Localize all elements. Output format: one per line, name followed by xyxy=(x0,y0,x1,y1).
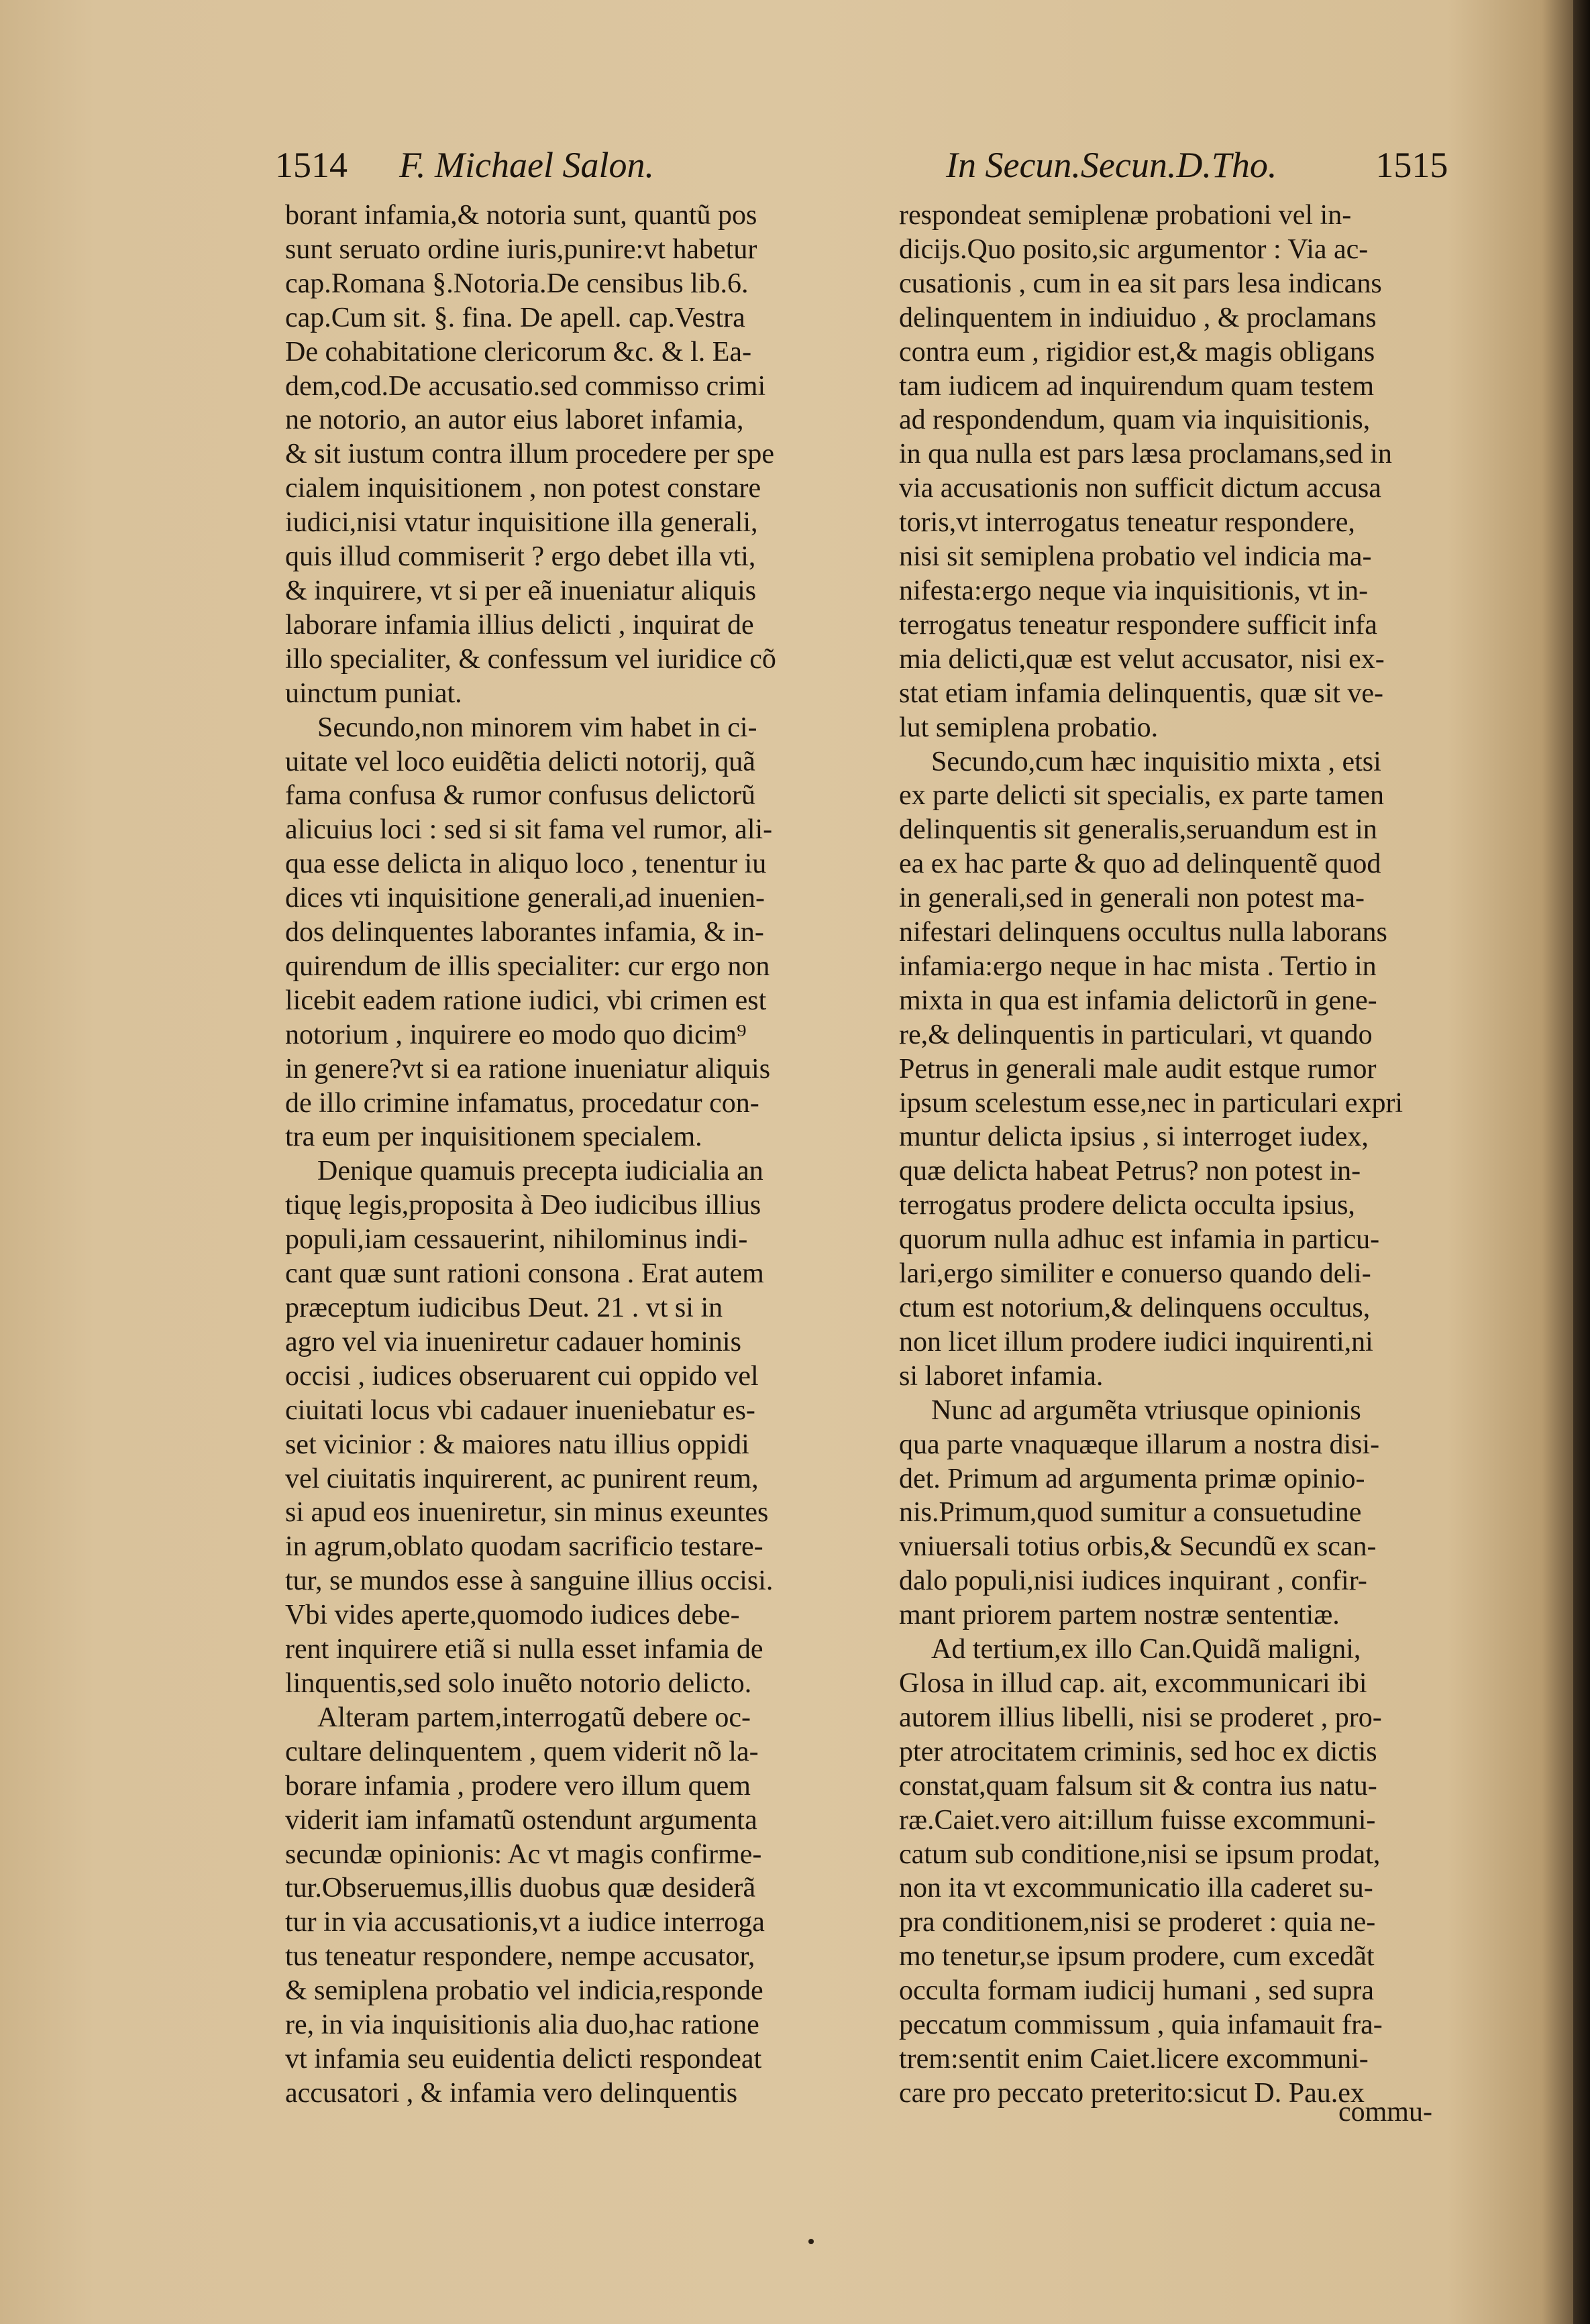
text-line: Denique quamuis precepta iudicialia an xyxy=(317,1156,763,1187)
right-running-title: In Secun.Secun.D.Tho. xyxy=(946,145,1277,185)
text-line: nifesta:ergo neque via inquisitionis, vt in- xyxy=(899,575,1369,606)
text-line: sunt seruato ordine iuris,punire:vt habetur xyxy=(285,233,757,265)
text-line: pra conditionem,nisi se proderet : quia ne- xyxy=(899,1907,1376,1938)
right-column xyxy=(899,199,1463,2111)
text-line: tra eum per inquisitionem specialem. xyxy=(285,1121,702,1153)
text-line: præceptum iudicibus Deut. 21 . vt si in xyxy=(285,1292,723,1323)
text-line: lut semiplena probatio. xyxy=(899,712,1159,743)
right-folio: 1515 xyxy=(1375,145,1448,185)
text-line: De cohabitatione clericorum &c. & l. Ea- xyxy=(285,336,752,368)
text-line: respondeat semiplenæ probationi vel in- xyxy=(899,200,1352,231)
text-line: ræ.Caiet.vero ait:illum fuisse excommuni- xyxy=(899,1804,1376,1836)
text-line: si laboret infamia. xyxy=(899,1360,1104,1392)
text-line: mixta in qua est infamia delictorũ in gene- xyxy=(899,985,1377,1016)
text-line: iudici,nisi vtatur inquisitione illa generali, xyxy=(285,507,758,539)
text-line: quirendum de illis specialiter: cur ergo non xyxy=(285,950,770,982)
text-line: qua esse delicta in aliquo loco , tenentur iu xyxy=(285,848,767,880)
text-line: tur.Obseruemus,illis duobus quæ desiderã xyxy=(285,1873,756,1904)
text-line: tur, se mundos esse à sanguine illius occisi. xyxy=(285,1565,774,1597)
text-line: viderit iam infamatũ ostendunt argumenta xyxy=(285,1804,757,1836)
text-line: ipsum scelestum esse,nec in particulari expri xyxy=(899,1087,1403,1119)
text-line: ciuitati locus vbi cadauer inueniebatur es- xyxy=(285,1394,755,1426)
text-line: cap.Cum sit. §. fina. De apell. cap.Vestra xyxy=(285,302,745,333)
text-line: quæ delicta habeat Petrus? non potest in- xyxy=(899,1156,1361,1187)
text-line: re, in via inquisitionis alia duo,hac ratione xyxy=(285,2009,759,2041)
text-line: si apud eos inueniretur, sin minus exeuntes xyxy=(285,1497,769,1529)
text-line: ex parte delicti sit specialis, ex parte tamen xyxy=(899,780,1385,812)
left-column xyxy=(285,199,845,2111)
text-line: stat etiam infamia delinquentis, quæ sit ve- xyxy=(899,677,1384,709)
text-line: delinquentis sit generalis,seruandum est in xyxy=(899,814,1377,846)
text-line: peccatum commissum , quia infamauit fra- xyxy=(899,2009,1383,2041)
text-line: tam iudicem ad inquirendum quam testem xyxy=(899,370,1374,402)
text-line: via accusationis non sufficit dictum accusa xyxy=(899,473,1381,504)
text-line: licebit eadem ratione iudici, vbi crimen est xyxy=(285,985,767,1016)
text-line: in qua nulla est pars læsa proclamans,sed in xyxy=(899,439,1392,470)
text-line: illo specialiter, & confessum vel iuridice cõ xyxy=(285,643,776,675)
text-line: & sit iustum contra illum procedere per spe xyxy=(285,439,774,470)
text-line: nifestari delinquens occultus nulla laborans xyxy=(899,917,1387,948)
text-line: mant priorem partem nostræ sententiæ. xyxy=(899,1600,1340,1631)
text-line: agro vel via inueniretur cadauer hominis xyxy=(285,1326,741,1358)
text-line: laborare infamia illius delicti , inquirat de xyxy=(285,609,754,641)
text-line: tur in via accusationis,vt a iudice interroga xyxy=(285,1907,765,1938)
text-line: quis illud commiserit ? ergo debet illa vti, xyxy=(285,541,756,573)
text-line: cialem inquisitionem , non potest constare xyxy=(285,473,761,504)
text-line: notorium , inquirere eo modo quo dicim⁹ xyxy=(285,1019,747,1050)
text-line: det. Primum ad argumenta primæ opinio- xyxy=(899,1463,1365,1494)
text-line: in genere?vt si ea ratione inueniatur aliquis xyxy=(285,1053,771,1085)
text-line: lari,ergo similiter e conuerso quando deli- xyxy=(899,1258,1371,1290)
book-spine xyxy=(1573,0,1590,2324)
text-line: Glosa in illud cap. ait, excommunicari ibi xyxy=(899,1667,1367,1699)
text-line: quorum nulla adhuc est infamia in particu- xyxy=(899,1224,1380,1256)
text-line: mo tenetur,se ipsum prodere, cum excedãt xyxy=(899,1941,1375,1973)
text-line: trem:sentit enim Caiet.licere excommuni- xyxy=(899,2043,1369,2074)
text-line: delinquentem in indiuiduo , & proclamans xyxy=(899,302,1377,333)
text-line: & semiplena probatio vel indicia,responde xyxy=(285,1975,763,2007)
text-line: uitate vel loco euidẽtia delicti notorij, quã xyxy=(285,746,755,777)
text-line: dices vti inquisitione generali,ad inuenien- xyxy=(285,883,765,914)
text-line: cultare delinquentem , quem viderit nõ la- xyxy=(285,1736,759,1767)
text-line: dos delinquentes laborantes infamia, & in- xyxy=(285,917,764,948)
text-line: muntur delicta ipsius , si interroget iudex, xyxy=(899,1121,1369,1153)
text-line: care pro peccato preterito:sicut D. Pau.ex xyxy=(899,2077,1365,2109)
text-line: borare infamia , prodere vero illum quem xyxy=(285,1770,751,1802)
text-line: autorem illius libelli, nisi se proderet , pro- xyxy=(899,1702,1382,1733)
text-line: cap.Romana §.Notoria.De censibus lib.6. xyxy=(285,268,749,299)
text-line: catum sub conditione,nisi se ipsum prodat, xyxy=(899,1838,1381,1870)
text-line: non ita vt excommunicatio illa caderet su- xyxy=(899,1873,1373,1904)
text-line: Ad tertium,ex illo Can.Quidã maligni, xyxy=(931,1634,1361,1665)
text-line: linquentis,sed solo inuẽto notorio delicto. xyxy=(285,1667,752,1699)
text-line: in agrum,oblato quodam sacrificio testare- xyxy=(285,1531,763,1563)
text-line: terrogatus teneatur respondere sufficit infa xyxy=(899,609,1377,641)
text-line: occulta formam iudicij humani , sed supra xyxy=(899,1975,1374,2007)
text-line: Secundo,non minorem vim habet in ci- xyxy=(317,712,757,743)
text-line: tiquę legis,proposita à Deo iudicibus illius xyxy=(285,1190,761,1221)
text-line: vniuersali totius orbis,& Secundũ ex scan- xyxy=(899,1531,1377,1563)
text-line: dicijs.Quo posito,sic argumentor : Via ac- xyxy=(899,233,1369,265)
text-line: vel ciuitatis inquirerent, ac punirent reum, xyxy=(285,1463,759,1494)
text-line: fama confusa & rumor confusus delictorũ xyxy=(285,780,755,812)
text-line: ctum est notorium,& delinquens occultus, xyxy=(899,1292,1371,1323)
text-line: non licet illum prodere iudici inquirenti,ni xyxy=(899,1326,1373,1358)
text-line: dem,cod.De accusatio.sed commisso crimi xyxy=(285,370,766,402)
text-line: re,& delinquentis in particulari, vt quando xyxy=(899,1019,1373,1050)
text-line: contra eum , rigidior est,& magis obligans xyxy=(899,336,1375,368)
text-line: borant infamia,& notoria sunt, quantũ pos xyxy=(285,200,757,231)
text-line: tus teneatur respondere, nempe accusator, xyxy=(285,1941,755,1973)
left-folio: 1514 xyxy=(275,145,348,185)
left-running-title: F. Michael Salon. xyxy=(399,145,654,185)
text-line: set vicinior : & maiores natu illius oppidi xyxy=(285,1429,749,1460)
text-line: alicuius loci : sed si sit fama vel rumor, ali- xyxy=(285,814,773,846)
text-line: infamia:ergo neque in hac mista . Tertio in xyxy=(899,950,1377,982)
text-line: qua parte vnaquæque illarum a nostra disi- xyxy=(899,1429,1380,1460)
text-line: constat,quam falsum sit & contra ius natu- xyxy=(899,1770,1377,1802)
text-line: de illo crimine infamatus, procedatur con- xyxy=(285,1087,759,1119)
text-line: ea ex hac parte & quo ad delinquentẽ quod xyxy=(899,848,1381,880)
text-line: Secundo,cum hæc inquisitio mixta , etsi xyxy=(931,746,1381,777)
text-line: Vbi vides aperte,quomodo iudices debe- xyxy=(285,1600,740,1631)
text-line: cant quæ sunt rationi consona . Erat autem xyxy=(285,1258,764,1290)
text-line: mia delicti,quæ est velut accusator, nisi ex- xyxy=(899,643,1385,675)
text-line: rent inquirere etiã si nulla esset infamia de xyxy=(285,1634,763,1665)
text-line: nis.Primum,quod sumitur a consuetudine xyxy=(899,1497,1362,1529)
text-line: in generali,sed in generali non potest ma- xyxy=(899,883,1365,914)
right-header xyxy=(946,144,1448,186)
text-line: toris,vt interrogatus teneatur respondere, xyxy=(899,507,1355,539)
text-line: Alteram partem,interrogatũ debere oc- xyxy=(317,1702,751,1733)
text-line: cusationis , cum in ea sit pars lesa indicans xyxy=(899,268,1382,299)
ink-dot xyxy=(808,2239,814,2244)
left-header xyxy=(275,144,654,186)
text-line: populi,iam cessauerint, nihilominus indi- xyxy=(285,1224,748,1256)
text-line: terrogatus prodere delicta occulta ipsius, xyxy=(899,1190,1355,1221)
text-line: Nunc ad argumẽta vtriusque opinionis xyxy=(931,1394,1361,1426)
catchword: commu- xyxy=(1338,2097,1432,2127)
text-line: accusatori , & infamia vero delinquentis xyxy=(285,2077,738,2109)
text-line: dalo populi,nisi iudices inquirant , confir- xyxy=(899,1565,1367,1597)
text-line: ad respondendum, quam via inquisitionis, xyxy=(899,404,1371,436)
text-line: Petrus in generali male audit estque rumor xyxy=(899,1053,1377,1085)
text-line: uinctum puniat. xyxy=(285,677,462,709)
text-line: secundæ opinionis: Ac vt magis confirme- xyxy=(285,1838,762,1870)
text-line: ne notorio, an autor eius laboret infamia, xyxy=(285,404,744,436)
text-line: nisi sit semiplena probatio vel indicia ma- xyxy=(899,541,1372,573)
text-line: vt infamia seu euidentia delicti respondeat xyxy=(285,2043,762,2074)
text-line: pter atrocitatem criminis, sed hoc ex dictis xyxy=(899,1736,1377,1767)
text-line: occisi , iudices obseruarent cui oppido vel xyxy=(285,1360,759,1392)
text-line: & inquirere, vt si per eã inueniatur aliquis xyxy=(285,575,757,606)
